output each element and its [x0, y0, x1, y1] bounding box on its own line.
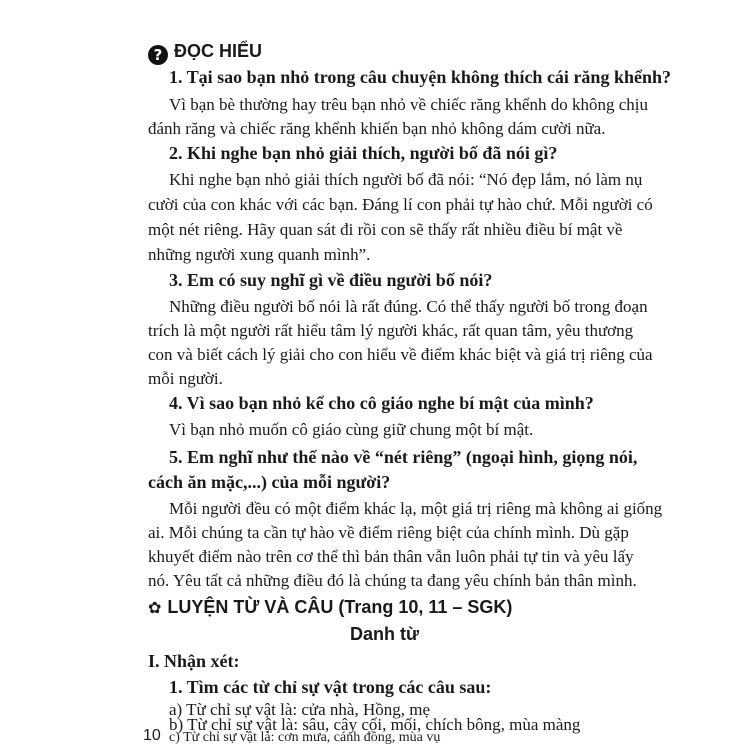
answer-3-line: Những điều người bố nói là rất đúng. Có thể thấy người bố trong đoạn — [169, 297, 648, 316]
page-number: 10 — [143, 727, 161, 744]
exercise-1: 1. Tìm các từ chỉ sự vật trong các câu sau: — [169, 677, 492, 697]
reading-heading — [148, 41, 262, 65]
question-5-line: cách ăn mặc,...) của mỗi người? — [148, 472, 391, 492]
answer-5-line: nó. Yêu tất cả những điều đó là chúng ta đang yêu chính bản thân mình. — [148, 571, 637, 590]
flower-icon: ✿ — [148, 598, 162, 617]
answer-2-line: những người xung quanh mình”. — [148, 245, 371, 264]
question-3: 3. Em có suy nghĩ gì về điều người bố nói? — [169, 270, 493, 290]
question-4: 4. Vì sao bạn nhỏ kể cho cô giáo nghe bí mật của mình? — [169, 393, 594, 413]
grammar-heading — [148, 597, 512, 618]
lesson-title: Danh từ — [350, 624, 420, 644]
question-5-line: 5. Em nghĩ như thế nào về “nét riêng” (ngoại hình, giọng nói, — [169, 447, 638, 467]
answer-5-line: Mỗi người đều có một điểm khác lạ, một giá trị riêng mà không ai giống — [169, 499, 663, 518]
answer-3-line: con và biết cách lý giải cho con hiểu về điểm khác biệt và giá trị riêng của — [148, 345, 653, 364]
question-2: 2. Khi nghe bạn nhỏ giải thích, người bố đã nói gì? — [169, 143, 558, 163]
answer-5-line: ai. Mỗi chúng ta cần tự hào về điểm riêng biệt của chính mình. Dù gặp — [148, 523, 629, 542]
answer-1-line: đánh răng và chiếc răng khểnh khiến bạn nhỏ không dám cười nữa. — [148, 119, 606, 138]
exercise-answer: b) Từ chỉ sự vật là: sâu, cây cối, mối, chích bông, mùa màng — [169, 715, 581, 734]
answer-2-line: một nét riêng. Hãy quan sát đi rồi con sẽ thấy rất nhiều điều bí mật về — [148, 220, 623, 239]
question-1: 1. Tại sao bạn nhỏ trong câu chuyện không thích cái răng khểnh? — [169, 67, 671, 87]
answer-4-line: Vì bạn nhỏ muốn cô giáo cùng giữ chung một bí mật. — [169, 420, 534, 439]
grammar-heading-text: LUYỆN TỪ VÀ CÂU (Trang 10, 11 – SGK) — [167, 597, 513, 617]
answer-2-line: cười của con khác với các bạn. Đáng lí con phải tự hào chứ. Mỗi người có — [148, 195, 653, 214]
question-circle-icon: ? — [148, 45, 168, 65]
answer-2-line: Khi nghe bạn nhỏ giải thích người bố đã nói: “Nó đẹp lắm, nó làm nụ — [169, 170, 643, 189]
reading-heading-text: ĐỌC HIỂU — [174, 41, 263, 61]
exercise-answer: a) Từ chỉ sự vật là: cửa nhà, Hồng, mẹ — [169, 700, 431, 719]
answer-3-line: mỗi người. — [148, 369, 223, 388]
answer-3-line: trích là một người rất hiểu tâm lý người khác, rất quan tâm, yêu thương — [148, 321, 634, 340]
answer-5-line: khuyết điểm nào trên cơ thể thì bản thân vẫn luôn phải tự tin và yêu lấy — [148, 547, 634, 566]
part-heading: I. Nhận xét: — [148, 651, 240, 671]
answer-1-line: Vì bạn bè thường hay trêu bạn nhỏ về chiếc răng khểnh do không chịu — [169, 95, 648, 114]
exercise-answer: c) Từ chỉ sự vật là: cơn mưa, cánh đồng, mùa vụ — [169, 730, 441, 745]
